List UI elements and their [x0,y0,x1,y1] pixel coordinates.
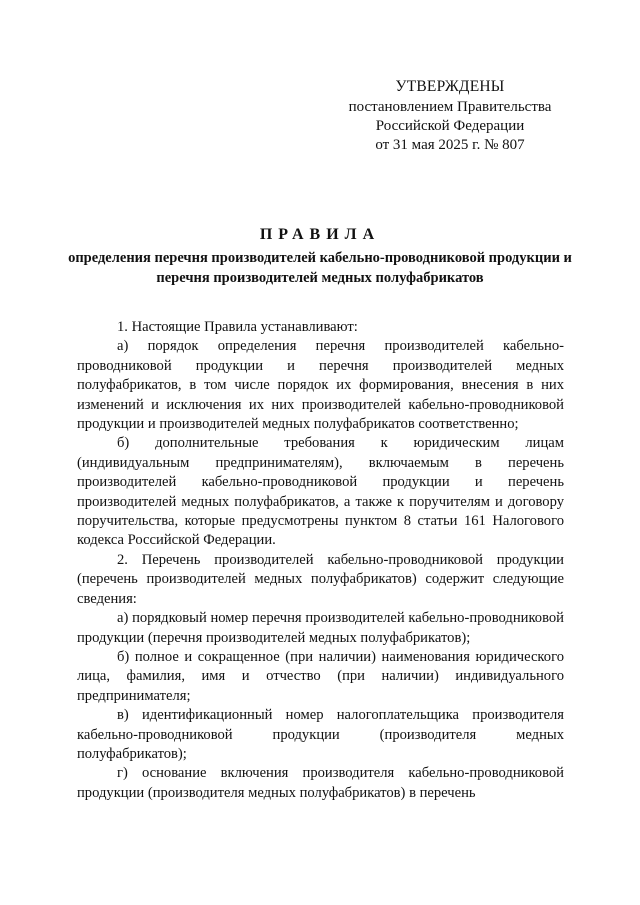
paragraph: г) основание включения производителя кабельно-проводниковой продукции (производителя медных полуфабрикатов) в перечень [77,765,564,801]
approval-line-3: от 31 мая 2025 г. № 807 [375,137,525,153]
paragraph: а) порядковый номер перечня производителей кабельно-проводниковой продукции (перечня производителей медных полуфабрикатов); [77,610,564,646]
paragraph: 2. Перечень производителей кабельно-проводниковой продукции (перечень производителей медных полуфабрикатов) содержит следующие сведения: [77,551,564,607]
document-title: ПРАВИЛА [259,226,381,243]
document-body [77,318,564,803]
paragraph: б) полное и сокращенное (при наличии) наименования юридического лица, фамилия, имя и отчество (при наличии) индивидуального предпринимателя; [77,648,564,704]
paragraph: 1. Настоящие Правила устанавливают: [117,319,358,335]
paragraph: а) порядок определения перечня производителей кабельно-проводниковой продукции и перечня производителей медных полуфабрикатов, в том числе порядок их формирования, внесения в них изменений и исключения их них производителей кабельно-проводниковой продукции и производителей медных полуфабрикатов соответственно; [77,338,564,433]
paragraph: б) дополнительные требования к юридическим лицам (индивидуальным предпринимателям), включаемым в перечень производителей кабельно-проводниковой продукции и перечень производителей медных полуфабрикатов, а также к поручителям и договору поручительства, которые предусмотрены пунктом 8 статьи 161 Налогового кодекса Российской Федерации. [77,435,564,549]
approval-line-1: постановлением Правительства [348,99,552,115]
document-subtitle: определения перечня производителей кабельно-проводниковой продукции и перечня производителей медных полуфабрикатов [68,250,572,286]
approval-line-2: Российской Федерации [375,118,525,134]
approval-heading: УТВЕРЖДЕНЫ [395,78,505,95]
approval-stamp [340,77,560,155]
paragraph: в) идентификационный номер налогоплательщика производителя кабельно-проводниковой продукции (производителя медных полуфабрикатов); [77,707,564,762]
